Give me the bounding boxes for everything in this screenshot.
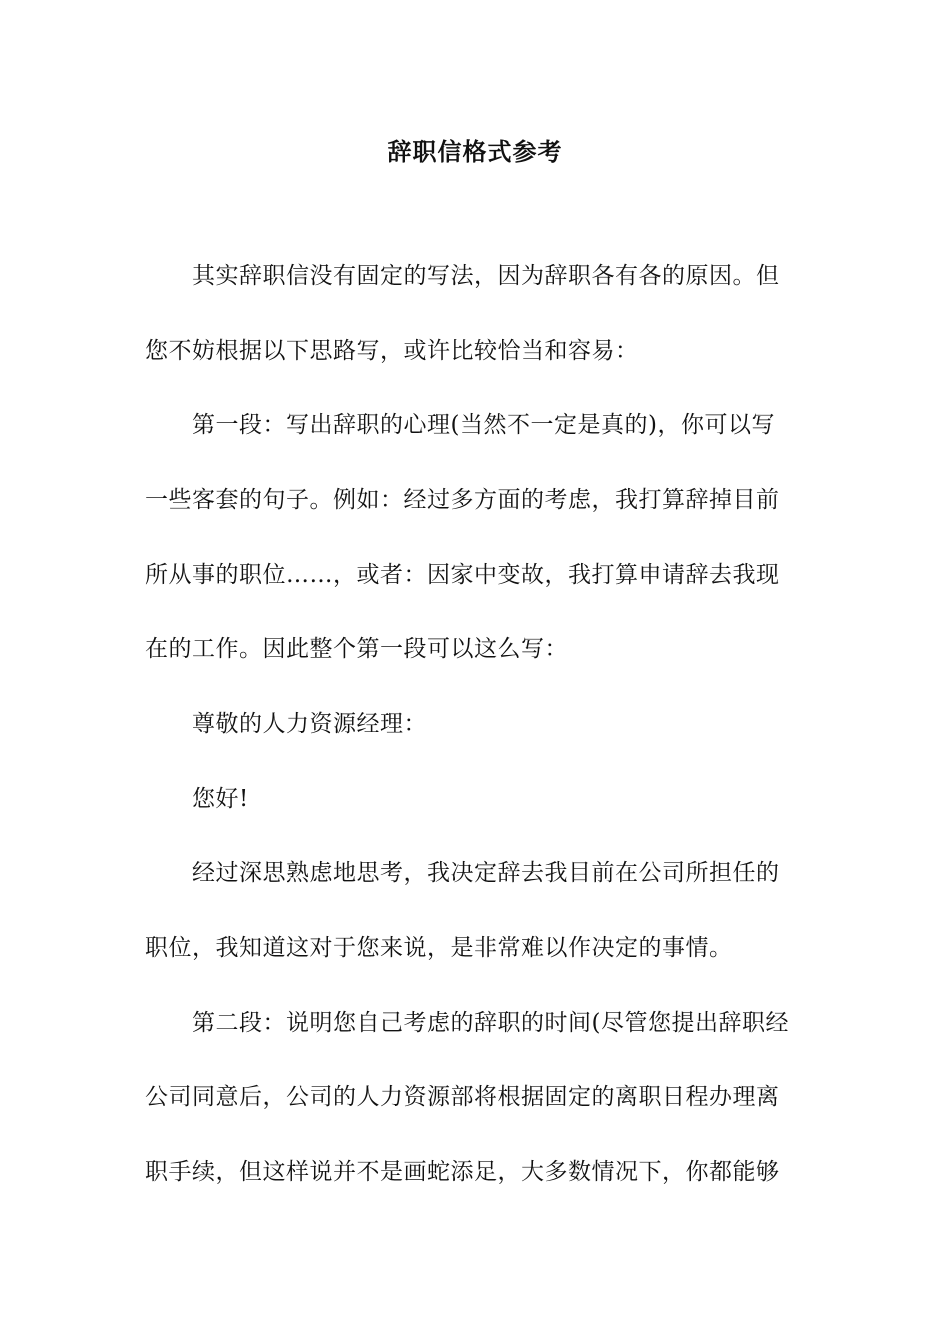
paragraph-line: 职手续，但这样说并不是画蛇添足，大多数情况下，你都能够	[145, 1159, 780, 1185]
paragraph-line: 所从事的职位……，或者：因家中变故，我打算申请辞去我现	[145, 562, 780, 588]
paragraph-line: 职位，我知道这对于您来说，是非常难以作决定的事情。	[145, 935, 733, 961]
paragraph-line: 在的工作。因此整个第一段可以这么写：	[145, 636, 568, 662]
paragraph-line: 您不妨根据以下思路写，或许比较恰当和容易：	[145, 338, 639, 364]
greeting-line: 您好!	[192, 786, 249, 812]
document-title: 辞职信格式参考	[387, 137, 563, 166]
paragraph-line: 一些客套的句子。例如：经过多方面的考虑，我打算辞掉目前	[145, 487, 780, 513]
paragraph-line: 第二段：说明您自己考虑的辞职的时间(尽管您提出辞职经	[192, 1010, 789, 1036]
salutation-line: 尊敬的人力资源经理：	[192, 711, 427, 737]
paragraph-line: 其实辞职信没有固定的写法，因为辞职各有各的原因。但	[192, 263, 780, 289]
paragraph-line: 公司同意后，公司的人力资源部将根据固定的离职日程办理离	[145, 1084, 780, 1110]
paragraph-line: 第一段：写出辞职的心理(当然不一定是真的)，你可以写	[192, 412, 775, 438]
paragraph-line: 经过深思熟虑地思考，我决定辞去我目前在公司所担任的	[192, 860, 780, 886]
